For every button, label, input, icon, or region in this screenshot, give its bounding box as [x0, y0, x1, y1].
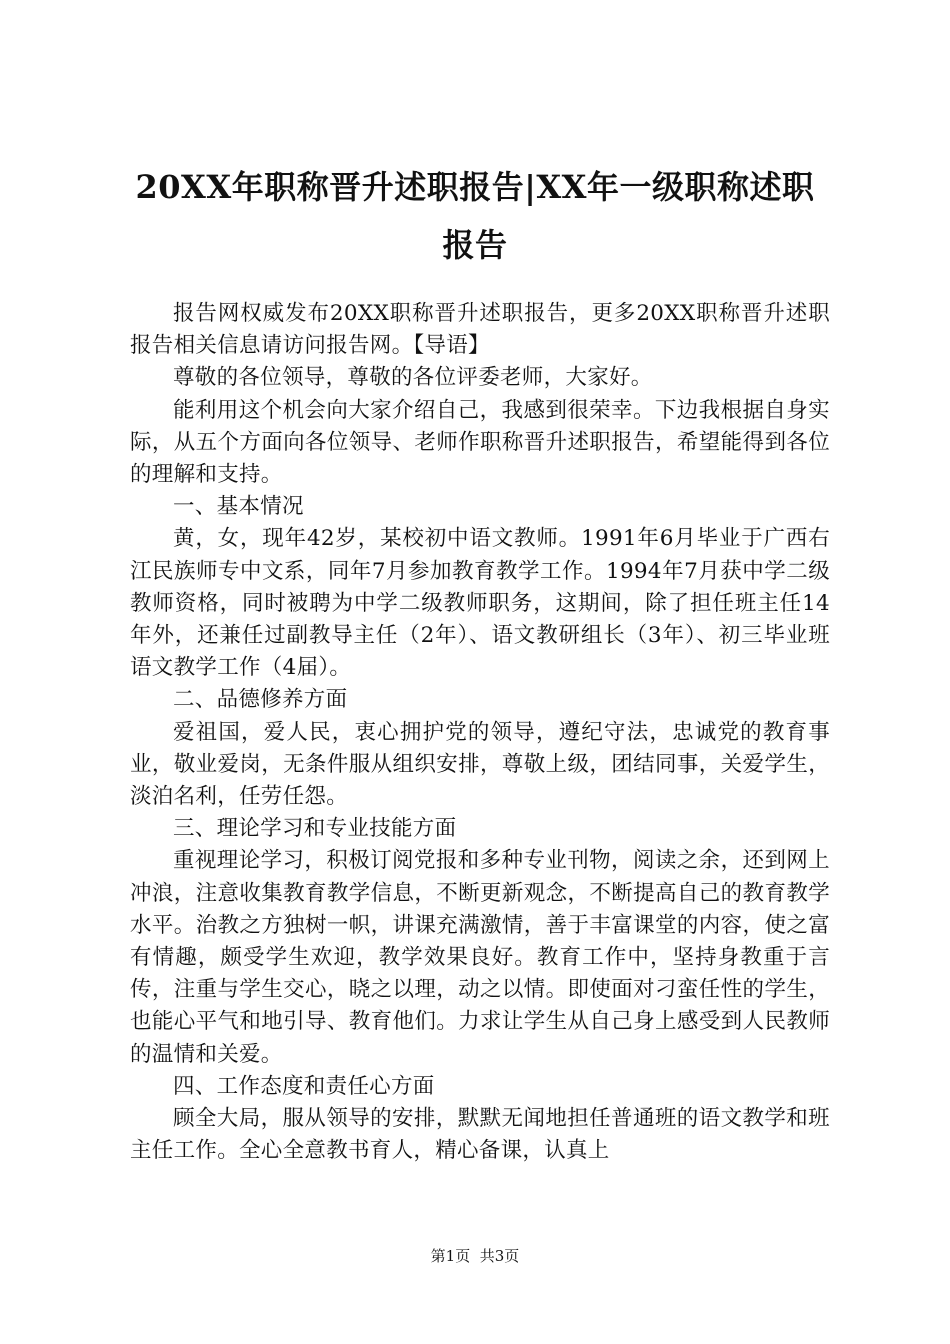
title-line-2: 报告	[442, 226, 508, 264]
section-heading-2: 二、品德修养方面	[173, 687, 348, 713]
paragraph-morality: 爱祖国，爱人民，衷心拥护党的领导，遵纪守法，忠诚党的教育事业，敬业爱岗，无条件服从组织安排，尊敬上级，团结同事，关爱学生，淡泊名利，任劳任怨。	[130, 719, 830, 810]
section-heading-3: 三、理论学习和专业技能方面	[173, 816, 457, 842]
title-line-1: 20XX年职称晋升述职报告|XX年一级职称述职	[135, 168, 815, 206]
paragraph-opening: 能利用这个机会向大家介绍自己，我感到很荣幸。下边我根据自身实际，从五个方面向各位领导、老师作职称晋升述职报告，希望能得到各位的理解和支持。	[130, 397, 830, 488]
document-title	[100, 158, 850, 274]
paragraph-basic-info: 黄，女，现年42岁，某校初中语文教师。1991年6月毕业于广西右江民族师专中文系，同年7月参加教育教学工作。1994年7月获中学二级教师资格，同时被聘为中学二级教师职务，这期间，除了担任班主任14年外，还兼任过副教导主任（2年）、语文教研组长（3年）、初三毕业班语文教学工作（4届）。	[130, 526, 830, 681]
paragraph-greeting: 尊敬的各位领导，尊敬的各位评委老师，大家好。	[173, 365, 653, 391]
page-total: 共3页	[479, 1247, 520, 1265]
document-body	[130, 298, 830, 1167]
page-footer	[0, 1246, 950, 1266]
paragraph-work-attitude: 顾全大局，服从领导的安排，默默无闻地担任普通班的语文教学和班主任工作。全心全意教书育人，精心备课，认真上	[130, 1106, 830, 1164]
paragraph-intro: 报告网权威发布20XX职称晋升述职报告，更多20XX职称晋升述职报告相关信息请访问报告网。【导语】	[130, 301, 830, 359]
section-heading-1: 一、基本情况	[173, 494, 304, 520]
section-heading-4: 四、工作态度和责任心方面	[173, 1073, 435, 1099]
page-number: 第1页	[430, 1247, 471, 1265]
paragraph-theory-study: 重视理论学习，积极订阅党报和多种专业刊物，阅读之余，还到网上冲浪，注意收集教育教学信息，不断更新观念，不断提高自己的教育教学水平。治教之方独树一帜，讲课充满激情，善于丰富课堂的内容，使之富有情趣，颇受学生欢迎，教学效果良好。教育工作中，坚持身教重于言传，注重与学生交心，晓之以理，动之以情。即使面对刁蛮任性的学生，也能心平气和地引导、教育他们。力求让学生从自己身上感受到人民教师的温情和关爱。	[130, 848, 830, 1067]
